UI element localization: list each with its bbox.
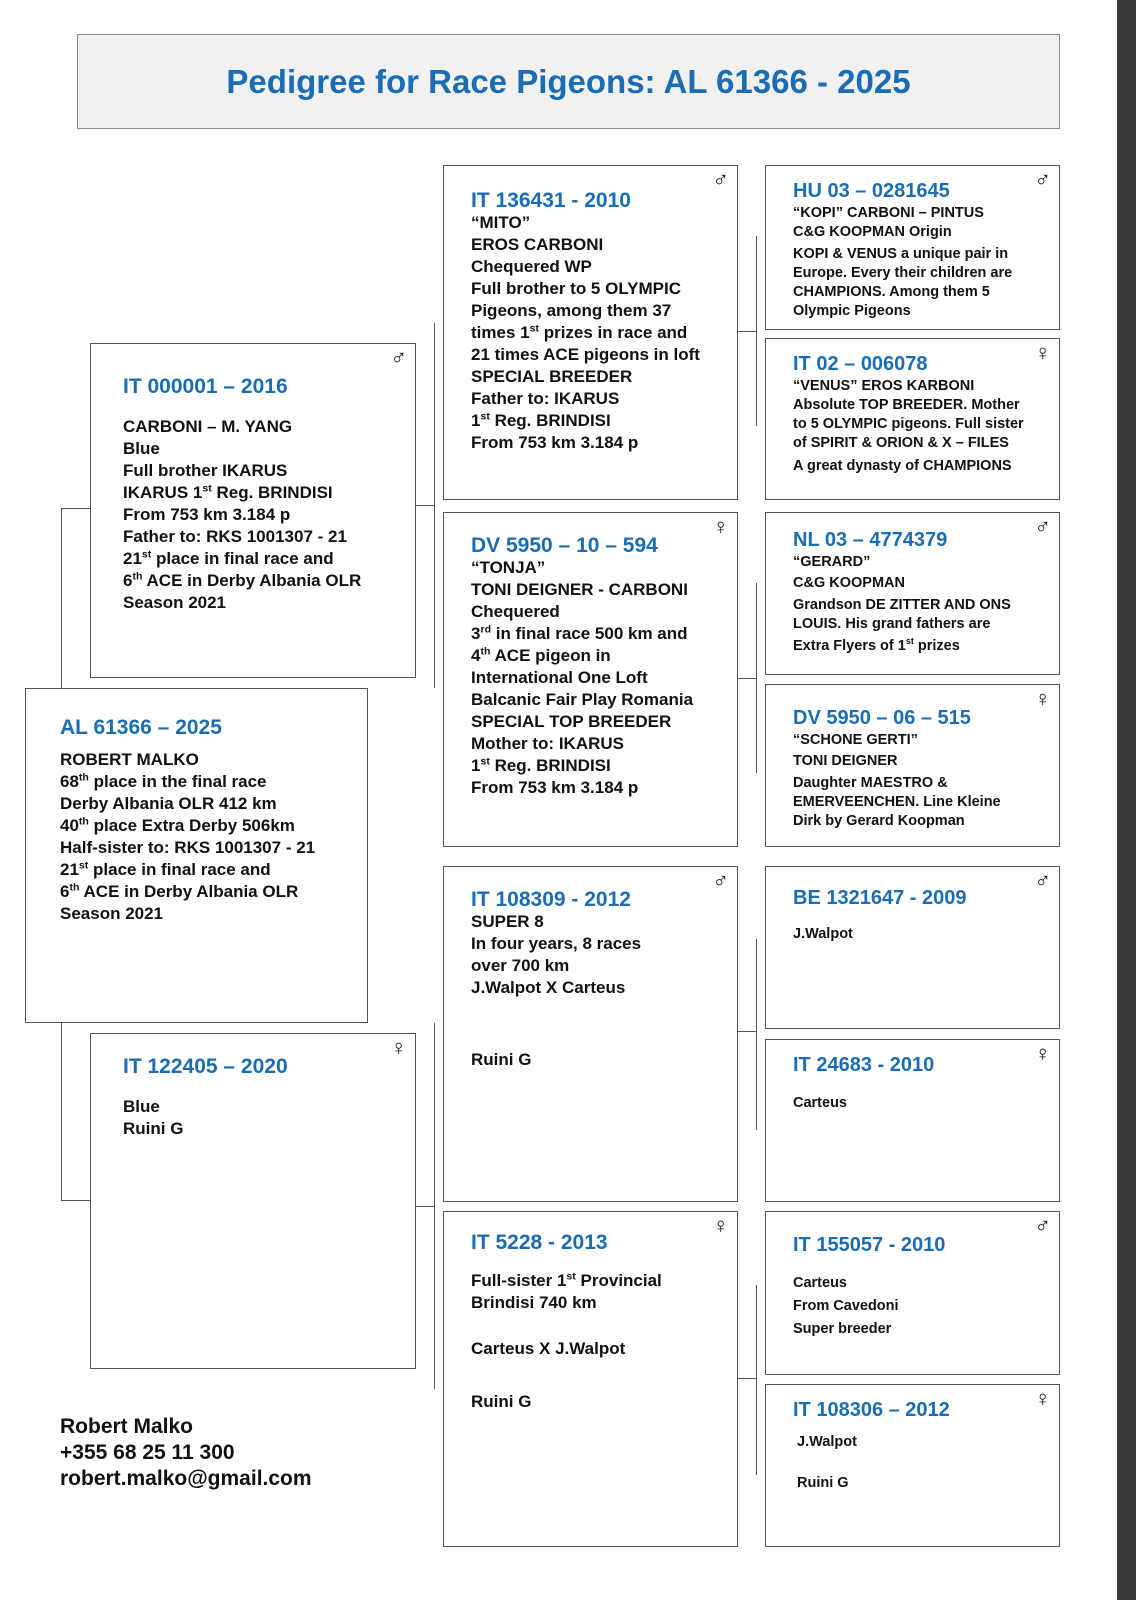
info-line: Full brother IKARUS [123, 461, 288, 480]
connector [61, 1022, 62, 1200]
pigeon-card-mf [443, 866, 738, 1202]
info-line: CHAMPIONS. Among them 5 [793, 284, 990, 300]
info-line: Full-sister 1st Provincial [471, 1270, 662, 1290]
female-symbol-icon: ♀ [712, 1213, 729, 1238]
info-line [793, 1258, 1059, 1274]
contact-phone: +355 68 25 11 300 [60, 1441, 235, 1464]
info-line: LOUIS. His grand fathers are [793, 616, 991, 632]
ring-number: NL 03 – 4774379 [793, 529, 948, 551]
male-symbol-icon: ♂ [1034, 514, 1051, 539]
info-line: From 753 km 3.184 p [471, 778, 639, 797]
info-line: Chequered [471, 602, 560, 621]
info-line: EMERVEENCHEN. Line Kleine [793, 794, 1001, 810]
connector [737, 1378, 757, 1379]
pigeon-card-ffm [765, 338, 1060, 500]
info-line: 21 times ACE pigeons in loft [471, 345, 700, 364]
info-line: Absolute TOP BREEDER. Mother [793, 397, 1020, 413]
info-line: Chequered WP [471, 257, 592, 276]
info-line: Super breeder [793, 1321, 892, 1337]
male-symbol-icon: ♂ [1034, 167, 1051, 192]
connector [737, 331, 757, 332]
page-title: Pedigree for Race Pigeons: AL 61366 - 2025 [226, 62, 911, 100]
info-line: Blue [123, 1097, 160, 1116]
info-line: From 753 km 3.184 p [471, 433, 639, 452]
info-line: Father to: IKARUS [471, 389, 620, 408]
ring-number: DV 5950 – 06 – 515 [793, 707, 971, 729]
ring-number: HU 03 – 0281645 [793, 180, 950, 202]
contact-block [60, 1414, 312, 1492]
info-line: C&G KOOPMAN Origin [793, 224, 952, 240]
info-line: 1st Reg. BRINDISI [471, 755, 611, 775]
info-line [471, 1254, 737, 1270]
male-symbol-icon: ♂ [390, 345, 407, 370]
info-line: Full brother to 5 OLYMPIC [471, 279, 681, 298]
male-symbol-icon: ♂ [712, 167, 729, 192]
info-line: Derby Albania OLR 412 km [60, 794, 277, 813]
info-line: “KOPI” CARBONI – PINTUS [793, 205, 984, 221]
info-line [471, 1360, 737, 1382]
info-line: Season 2021 [123, 593, 227, 612]
info-line: Extra Flyers of 1st prizes [793, 636, 960, 654]
ring-number: IT 24683 - 2010 [793, 1054, 935, 1076]
info-line: 6th ACE in Derby Albania OLR [123, 570, 362, 590]
connector [61, 508, 90, 509]
info-line [471, 999, 737, 1021]
ring-number: IT 5228 - 2013 [471, 1231, 608, 1254]
info-line [471, 1382, 737, 1391]
pigeon-card-fmf [765, 512, 1060, 675]
info-line: In four years, 8 races [471, 934, 642, 953]
connector [61, 508, 62, 688]
info-line: From Cavedoni [793, 1298, 899, 1314]
pigeon-card-fm [443, 512, 738, 847]
info-line: Ruini G [123, 1119, 184, 1138]
connector [756, 939, 757, 1130]
info-line: Brindisi 740 km [471, 1293, 597, 1312]
info-line: J.Walpot [793, 1434, 857, 1450]
info-line: 4th ACE pigeon in [471, 645, 611, 665]
ring-number: IT 02 – 006078 [793, 353, 928, 375]
pigeon-card-fff [765, 165, 1060, 330]
info-line: Daughter MAESTRO & [793, 775, 948, 791]
info-line: Father to: RKS 1001307 - 21 [123, 527, 347, 546]
info-line: 1st Reg. BRINDISI [471, 410, 611, 430]
title-banner [77, 34, 1060, 129]
ring-number: IT 000001 – 2016 [123, 375, 288, 398]
info-line: SUPER 8 [471, 912, 544, 931]
info-line: Balcanic Fair Play Romania [471, 690, 694, 709]
pigeon-card-ff [443, 165, 738, 500]
info-line: IKARUS 1st Reg. BRINDISI [123, 482, 333, 502]
ring-number: BE 1321647 - 2009 [793, 887, 967, 909]
contact-email[interactable]: robert.malko@gmail.com [60, 1467, 312, 1490]
info-line: Ruini G [793, 1475, 849, 1491]
info-line: SPECIAL BREEDER [471, 367, 633, 386]
info-line: Season 2021 [60, 904, 164, 923]
info-line: A great dynasty of CHAMPIONS [793, 458, 1012, 474]
pigeon-card-mm [443, 1211, 738, 1547]
info-line: “GERARD” [793, 554, 871, 570]
female-symbol-icon: ♀ [1034, 1386, 1051, 1411]
info-line: From 753 km 3.184 p [123, 505, 291, 524]
info-line: over 700 km [471, 956, 570, 975]
info-line [793, 1452, 1059, 1474]
info-line: Half-sister to: RKS 1001307 - 21 [60, 838, 316, 857]
info-line: 21st place in final race and [123, 548, 334, 568]
connector [756, 236, 757, 426]
info-line: International One Loft [471, 668, 648, 687]
male-symbol-icon: ♂ [712, 868, 729, 893]
connector [737, 1031, 757, 1032]
connector [756, 583, 757, 773]
connector [415, 505, 435, 506]
info-line: TONI DEIGNER [793, 753, 898, 769]
info-line: Carteus [793, 1095, 847, 1111]
info-line: SPECIAL TOP BREEDER [471, 712, 672, 731]
info-line: Mother to: IKARUS [471, 734, 624, 753]
page-edge [1117, 0, 1136, 1600]
info-line: Ruini G [471, 1050, 532, 1069]
info-line: Dirk by Gerard Koopman [793, 813, 965, 829]
info-line: C&G KOOPMAN [793, 575, 905, 591]
info-line: Olympic Pigeons [793, 303, 911, 319]
pigeon-card-father [90, 343, 416, 678]
info-line: to 5 OLYMPIC pigeons. Full sister [793, 416, 1024, 432]
ring-number: IT 108309 - 2012 [471, 888, 631, 911]
info-line [471, 1021, 737, 1049]
info-line: “VENUS” EROS KARBONI [793, 378, 975, 394]
connector [434, 323, 435, 688]
ring-number: AL 61366 – 2025 [60, 716, 222, 739]
info-line: 6th ACE in Derby Albania OLR [60, 881, 299, 901]
info-line: “TONJA” [471, 558, 546, 577]
female-symbol-icon: ♀ [390, 1035, 407, 1060]
info-line: J.Walpot X Carteus [471, 978, 626, 997]
ring-number: IT 136431 - 2010 [471, 189, 631, 212]
info-line: EROS CARBONI [471, 235, 604, 254]
pigeon-card-mmm [765, 1384, 1060, 1547]
info-line: Carteus [793, 1275, 847, 1291]
pigeon-card-mfm [765, 1039, 1060, 1202]
ring-number: IT 108306 – 2012 [793, 1399, 950, 1421]
pigeon-card-fmm [765, 684, 1060, 847]
info-line: TONI DEIGNER - CARBONI [471, 580, 688, 599]
info-line: Europe. Every their children are [793, 265, 1013, 281]
info-line: ROBERT MALKO [60, 750, 199, 769]
info-line: “MITO” [471, 213, 531, 232]
connector [756, 1285, 757, 1475]
info-line [471, 1314, 737, 1338]
info-line: 68th place in the final race [60, 771, 267, 791]
info-line: J.Walpot [793, 926, 853, 942]
info-line: 21st place in final race and [60, 859, 271, 879]
info-line: of SPIRIT & ORION & X – FILES [793, 435, 1009, 451]
info-line: KOPI & VENUS a unique pair in [793, 246, 1009, 262]
pigeon-card-mmf [765, 1211, 1060, 1375]
info-line: Carteus X J.Walpot [471, 1339, 626, 1358]
male-symbol-icon: ♂ [1034, 868, 1051, 893]
info-line [793, 911, 1059, 925]
info-line: Grandson DE ZITTER AND ONS [793, 597, 1011, 613]
pigeon-card-mff [765, 866, 1060, 1029]
ring-number: IT 122405 – 2020 [123, 1055, 288, 1078]
ring-number: DV 5950 – 10 – 594 [471, 534, 658, 557]
male-symbol-icon: ♂ [1034, 1213, 1051, 1238]
pigeon-card-mother [90, 1033, 416, 1369]
info-line [793, 1078, 1059, 1094]
connector [737, 678, 757, 679]
ring-number: IT 155057 - 2010 [793, 1234, 946, 1256]
info-line: CARBONI – M. YANG [123, 417, 293, 436]
info-line: 3rd in final race 500 km and [471, 623, 688, 643]
female-symbol-icon: ♀ [712, 514, 729, 539]
contact-name: Robert Malko [60, 1415, 194, 1438]
info-line: Ruini G [471, 1392, 532, 1411]
info-line: Pigeons, among them 37 [471, 301, 672, 320]
female-symbol-icon: ♀ [1034, 686, 1051, 711]
female-symbol-icon: ♀ [1034, 340, 1051, 365]
connector [415, 1206, 435, 1207]
info-line: “SCHONE GERTI” [793, 732, 918, 748]
connector [434, 1023, 435, 1389]
female-symbol-icon: ♀ [1034, 1041, 1051, 1066]
connector [61, 1200, 90, 1201]
info-line: 40th place Extra Derby 506km [60, 815, 295, 835]
info-line: Blue [123, 439, 160, 458]
pigeon-card-subject [25, 688, 368, 1023]
info-line: times 1st prizes in race and [471, 322, 688, 342]
